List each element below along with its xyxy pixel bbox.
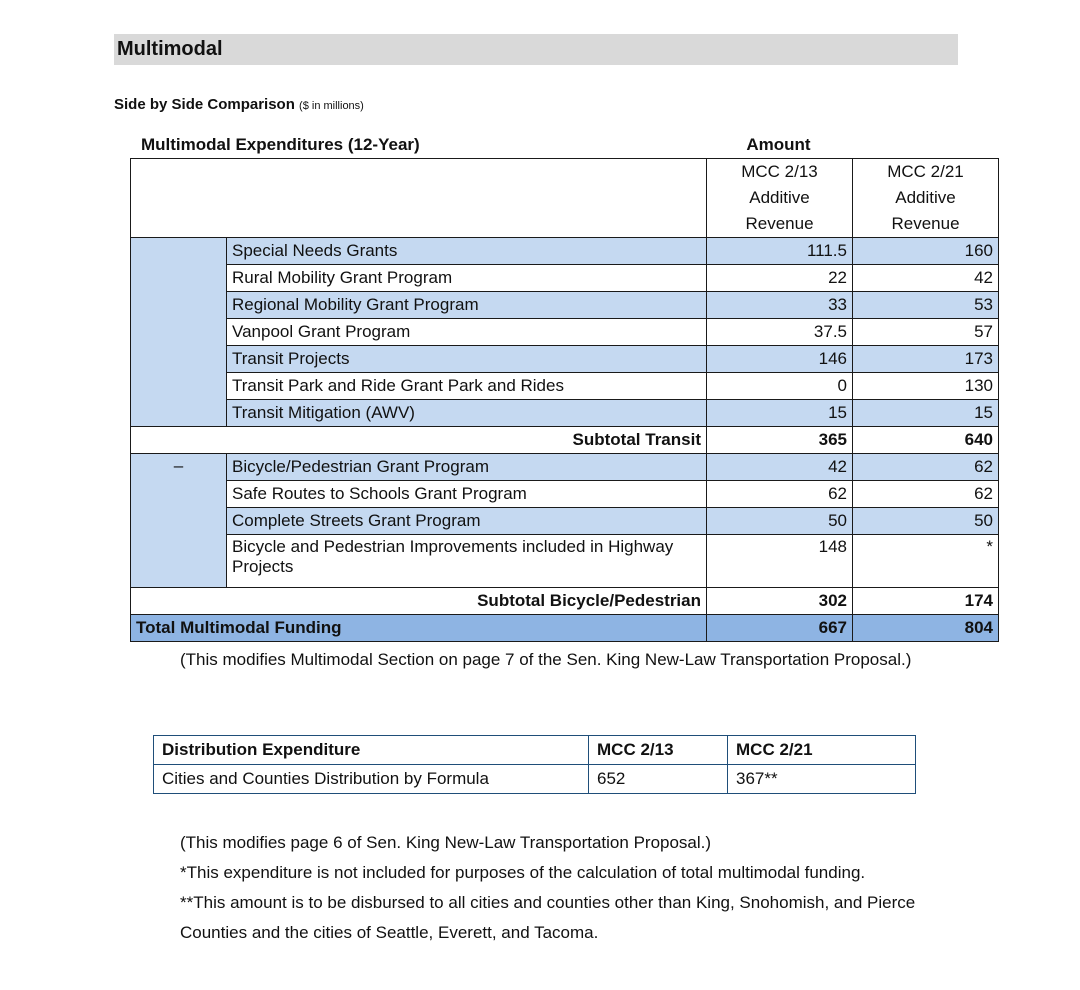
total-value-mcc-2-13: 667 (707, 615, 853, 642)
distribution-cell: 652 (589, 765, 728, 794)
row-value-mcc-2-21: 53 (853, 292, 999, 319)
distribution-cell: 367** (728, 765, 916, 794)
subtotal-value-mcc-2-13: 302 (707, 588, 853, 615)
table-title: Multimodal Expenditures (12-Year) (141, 135, 420, 154)
footnote: (This modifies page 6 of Sen. King New-Law Transportation Proposal.) (180, 833, 712, 852)
row-value-mcc-2-13: 37.5 (707, 319, 853, 346)
row-label: Rural Mobility Grant Program (227, 265, 707, 292)
amount-header: Amount (746, 135, 811, 154)
bike-group-cell: – (131, 454, 227, 588)
footnote: *This expenditure is not included for purposes of the calculation of total multimodal funding. (180, 863, 866, 882)
distribution-header-row (154, 736, 916, 765)
bike-row (131, 454, 999, 481)
section-title: Multimodal (114, 34, 958, 65)
col-header-mcc-2-13 (707, 159, 853, 238)
distribution-row (154, 765, 916, 794)
row-value-mcc-2-13: 33 (707, 292, 853, 319)
distribution-header-cell: MCC 2/21 (728, 736, 916, 765)
transit-row (131, 265, 999, 292)
row-value-mcc-2-21: * (853, 535, 999, 588)
row-label: Regional Mobility Grant Program (227, 292, 707, 319)
subtotal-value-mcc-2-21: 640 (853, 427, 999, 454)
subtotal-bike-row (131, 588, 999, 615)
bike-row (131, 508, 999, 535)
distribution-header-cell: Distribution Expenditure (154, 736, 589, 765)
header-row (131, 159, 999, 238)
transit-row (131, 319, 999, 346)
transit-row (131, 346, 999, 373)
row-value-mcc-2-21: 160 (853, 238, 999, 265)
distribution-header-cell: MCC 2/13 (589, 736, 728, 765)
row-value-mcc-2-13: 50 (707, 508, 853, 535)
col2-header-line: MCC 2/21 (887, 162, 964, 181)
units-note: ($ in millions) (299, 100, 364, 112)
row-value-mcc-2-21: 42 (853, 265, 999, 292)
row-label: Vanpool Grant Program (227, 319, 707, 346)
transit-group-cell (131, 238, 227, 427)
row-label: Special Needs Grants (227, 238, 707, 265)
row-label: Transit Park and Ride Grant Park and Rides (227, 373, 707, 400)
col2-header-line: Additive (895, 188, 956, 207)
comparison-title (114, 96, 364, 113)
row-value-mcc-2-13: 111.5 (707, 238, 853, 265)
row-value-mcc-2-21: 130 (853, 373, 999, 400)
row-value-mcc-2-13: 146 (707, 346, 853, 373)
row-value-mcc-2-13: 62 (707, 481, 853, 508)
row-value-mcc-2-21: 173 (853, 346, 999, 373)
row-label: Transit Mitigation (AWV) (227, 400, 707, 427)
multimodal-table (130, 158, 999, 642)
row-label: Bicycle/Pedestrian Grant Program (227, 454, 707, 481)
row-value-mcc-2-13: 42 (707, 454, 853, 481)
col-header-mcc-2-21 (853, 159, 999, 238)
row-value-mcc-2-21: 57 (853, 319, 999, 346)
distribution-cell: Cities and Counties Distribution by Formula (154, 765, 589, 794)
total-label: Total Multimodal Funding (131, 615, 707, 642)
col2-header-line: Revenue (891, 214, 960, 233)
footnote: **This amount is to be disbursed to all cities and counties other than King, Snohomish, and Pierce Counties and the cities of Seattle, Everett, and Tacoma. (180, 893, 916, 942)
col1-header-line: Additive (749, 188, 810, 207)
note-multimodal-modification: (This modifies Multimodal Section on page 7 of the Sen. King New-Law Transportation Proposal.) (180, 650, 912, 669)
row-value-mcc-2-13: 15 (707, 400, 853, 427)
subtotal-transit-row (131, 427, 999, 454)
row-value-mcc-2-21: 62 (853, 481, 999, 508)
transit-row (131, 400, 999, 427)
row-label: Complete Streets Grant Program (227, 508, 707, 535)
distribution-table (153, 735, 916, 794)
row-value-mcc-2-13: 22 (707, 265, 853, 292)
footnotes (180, 828, 960, 948)
row-label: Safe Routes to Schools Grant Program (227, 481, 707, 508)
transit-row (131, 373, 999, 400)
row-value-mcc-2-21: 50 (853, 508, 999, 535)
row-value-mcc-2-21: 62 (853, 454, 999, 481)
row-label: Transit Projects (227, 346, 707, 373)
row-value-mcc-2-13: 0 (707, 373, 853, 400)
subtotal-value-mcc-2-21: 174 (853, 588, 999, 615)
transit-row (131, 238, 999, 265)
transit-row (131, 292, 999, 319)
col1-header-line: Revenue (745, 214, 814, 233)
subtotal-label: Subtotal Transit (131, 427, 707, 454)
bike-row (131, 481, 999, 508)
header-blank-cell (131, 159, 707, 238)
row-label: Bicycle and Pedestrian Improvements included in Highway Projects (227, 535, 707, 588)
row-value-mcc-2-13: 148 (707, 535, 853, 588)
subtotal-label: Subtotal Bicycle/Pedestrian (131, 588, 707, 615)
total-value-mcc-2-21: 804 (853, 615, 999, 642)
row-value-mcc-2-21: 15 (853, 400, 999, 427)
bike-row (131, 535, 999, 588)
subtotal-value-mcc-2-13: 365 (707, 427, 853, 454)
comparison-title-text: Side by Side Comparison (114, 96, 295, 113)
total-row (131, 615, 999, 642)
col1-header-line: MCC 2/13 (741, 162, 818, 181)
multimodal-table-body (131, 159, 999, 642)
